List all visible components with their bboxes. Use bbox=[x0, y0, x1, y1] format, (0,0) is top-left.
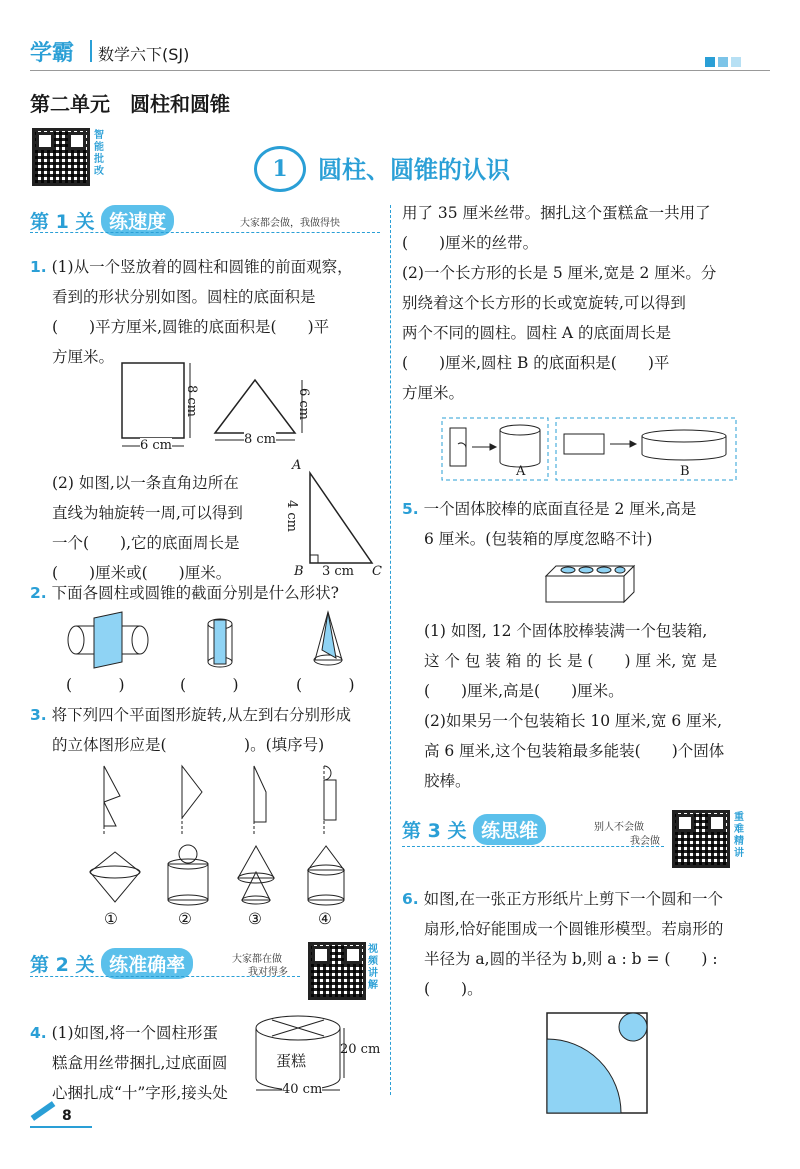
q3-line1: 3. 将下列四个平面图形旋转,从左到右分别形成 bbox=[30, 706, 352, 724]
qr-code-level2[interactable] bbox=[308, 942, 366, 1000]
tri-width-label: 8 cm bbox=[244, 432, 277, 447]
q5-line7: 高 6 厘米,这个包装箱最多能装( )个固体 bbox=[424, 742, 725, 760]
unit-title: 第二单元 圆柱和圆锥 bbox=[30, 92, 230, 116]
level2-note2: 我对得多 bbox=[248, 967, 288, 978]
qr-label-level3: 重难精讲 bbox=[734, 812, 744, 859]
q1-line3: ( )平方厘米,圆锥的底面积是( )平 bbox=[52, 318, 330, 336]
r-line1: 用了 35 厘米丝带。捆扎这个蛋糕盒一共用了 bbox=[402, 204, 711, 222]
qr-label-level2: 视频讲解 bbox=[368, 944, 378, 991]
q5-line6: (2)如果另一个包装箱长 10 厘米,宽 6 厘米, bbox=[424, 712, 723, 730]
r-line5: 两个不同的圆柱。圆柱 A 的底面周长是 bbox=[402, 324, 672, 342]
q1-line1: 1. (1)从一个竖放着的圆柱和圆锥的前面观察， bbox=[30, 258, 353, 276]
q3-label-4: ④ bbox=[318, 910, 332, 928]
rt-label-B: B bbox=[294, 564, 304, 579]
rect-width-label: 6 cm bbox=[140, 438, 173, 453]
level3-name: 练思维 bbox=[473, 814, 546, 845]
q6-line1: 6. 如图,在一张正方形纸片上剪下一个圆和一个 bbox=[402, 890, 724, 908]
q5-line8: 胶棒。 bbox=[424, 772, 471, 790]
header-book: 数学六下(SJ) bbox=[98, 45, 190, 64]
rt-side-label: 4 cm bbox=[284, 500, 299, 533]
q5-line5: ( )厘米,高是( )厘米。 bbox=[424, 682, 624, 700]
level1-name: 练速度 bbox=[101, 205, 174, 236]
rect-height-label: 8 cm bbox=[184, 385, 199, 418]
qr-code[interactable] bbox=[32, 128, 90, 186]
qr-code-level3[interactable] bbox=[672, 810, 730, 868]
rt-base-label: 3 cm bbox=[322, 564, 355, 579]
column-divider bbox=[390, 205, 391, 1095]
q2-blank-1[interactable]: ( ) bbox=[66, 676, 125, 694]
q5-line2: 6 厘米。(包装箱的厚度忽略不计) bbox=[424, 530, 653, 548]
q1-2-line2: 直线为轴旋转一周,可以得到 bbox=[52, 504, 243, 522]
q5-line1: 5. 一个固体胶棒的底面直径是 2 厘米,高是 bbox=[402, 500, 697, 518]
level3-note1: 别人不会做 bbox=[594, 822, 644, 833]
level2-note1: 大家都在做 bbox=[232, 954, 282, 965]
q1-2-line3: 一个( ),它的底面周长是 bbox=[52, 534, 240, 552]
q2-figures bbox=[60, 610, 380, 670]
q6-line2: 扇形,恰好能围成一个圆锥形模型。若扇形的 bbox=[424, 920, 724, 938]
header-logo: 学霸 bbox=[30, 41, 75, 66]
cylinder-A-label: A bbox=[516, 464, 526, 479]
level3-prefix: 第 3 关 bbox=[402, 820, 467, 842]
level1-prefix: 第 1 关 bbox=[30, 211, 95, 233]
r-line3: (2)一个长方形的长是 5 厘米,宽是 2 厘米。分 bbox=[402, 264, 717, 282]
lesson-badge: 1 bbox=[254, 146, 306, 192]
level1-note: 大家都会做，我做得快 bbox=[240, 218, 340, 229]
r-line6: ( )厘米,圆柱 B 的底面积是( )平 bbox=[402, 354, 670, 372]
rt-label-A: A bbox=[292, 458, 302, 473]
q3-label-1: ① bbox=[104, 910, 118, 928]
level2-name: 练准确率 bbox=[101, 948, 193, 979]
q3-line2: 的立体图形应是( )。(填序号) bbox=[52, 736, 325, 754]
level2-rule bbox=[30, 976, 300, 977]
level3-heading bbox=[402, 814, 546, 845]
q3-label-3: ③ bbox=[248, 910, 262, 928]
q1-line4: 方厘米。 bbox=[52, 348, 115, 366]
level2-prefix: 第 2 关 bbox=[30, 954, 95, 976]
q1-line2: 看到的形状分别如图。圆柱的底面积是 bbox=[52, 288, 316, 306]
rt-label-C: C bbox=[372, 564, 382, 579]
q3-figures bbox=[80, 762, 380, 907]
level1-rule bbox=[30, 232, 380, 233]
page-number-rule bbox=[30, 1126, 92, 1128]
cake-label: 蛋糕 bbox=[276, 1052, 307, 1070]
q6-line4: ( )。 bbox=[424, 980, 483, 998]
q1-2-line1: (2) 如图,以一条直角边所在 bbox=[52, 474, 239, 492]
cake-diameter-label: 40 cm bbox=[282, 1082, 323, 1097]
q2-line1: 2. 下面各圆柱或圆锥的截面分别是什么形状? bbox=[30, 584, 339, 602]
q1-2-line4: ( )厘米或( )厘米。 bbox=[52, 564, 232, 582]
pencil-icon bbox=[31, 1101, 56, 1121]
q4-line1: 4. (1)如图,将一个圆柱形蛋 bbox=[30, 1024, 219, 1042]
q2-blank-2[interactable]: ( ) bbox=[180, 676, 239, 694]
q3-label-2: ② bbox=[178, 910, 192, 928]
r-line4: 别绕着这个长方形的长或宽旋转,可以得到 bbox=[402, 294, 686, 312]
q6-figure bbox=[546, 1012, 648, 1114]
r-line2: ( )厘米的丝带。 bbox=[402, 234, 539, 252]
q5-line3: (1) 如图, 12 个固体胶棒装满一个包装箱, bbox=[424, 622, 708, 640]
page-number: 8 bbox=[62, 1108, 72, 1124]
cylinder-B-label: B bbox=[680, 464, 690, 479]
header-divider bbox=[90, 40, 92, 62]
cake-height-label: 20 cm bbox=[340, 1042, 381, 1057]
glue-box bbox=[540, 558, 640, 608]
q5-line4: 这 个 包 装 箱 的 长 是 ( ) 厘 米, 宽 是 bbox=[424, 652, 718, 670]
right-triangle bbox=[300, 468, 380, 578]
header-squares bbox=[705, 52, 741, 71]
tri-height-label: 6 cm bbox=[296, 388, 311, 421]
r-line7: 方厘米。 bbox=[402, 384, 465, 402]
q4-line3: 心捆扎成“十”字形,接头处 bbox=[52, 1084, 228, 1102]
level3-note2: 我会做 bbox=[630, 836, 660, 847]
q2-blank-3[interactable]: ( ) bbox=[296, 676, 355, 694]
lesson-title: 圆柱、圆锥的认识 bbox=[318, 156, 510, 184]
qr-label-top: 智能批改 bbox=[94, 130, 104, 177]
level3-rule bbox=[402, 846, 664, 847]
q6-line3: 半径为 a,圆的半径为 b,则 a : b = ( ) : bbox=[424, 950, 718, 968]
header-rule bbox=[30, 70, 770, 71]
rotation-figures bbox=[440, 416, 740, 486]
level2-heading bbox=[30, 948, 193, 979]
q4-line2: 糕盒用丝带捆扎,过底面圆 bbox=[52, 1054, 228, 1072]
